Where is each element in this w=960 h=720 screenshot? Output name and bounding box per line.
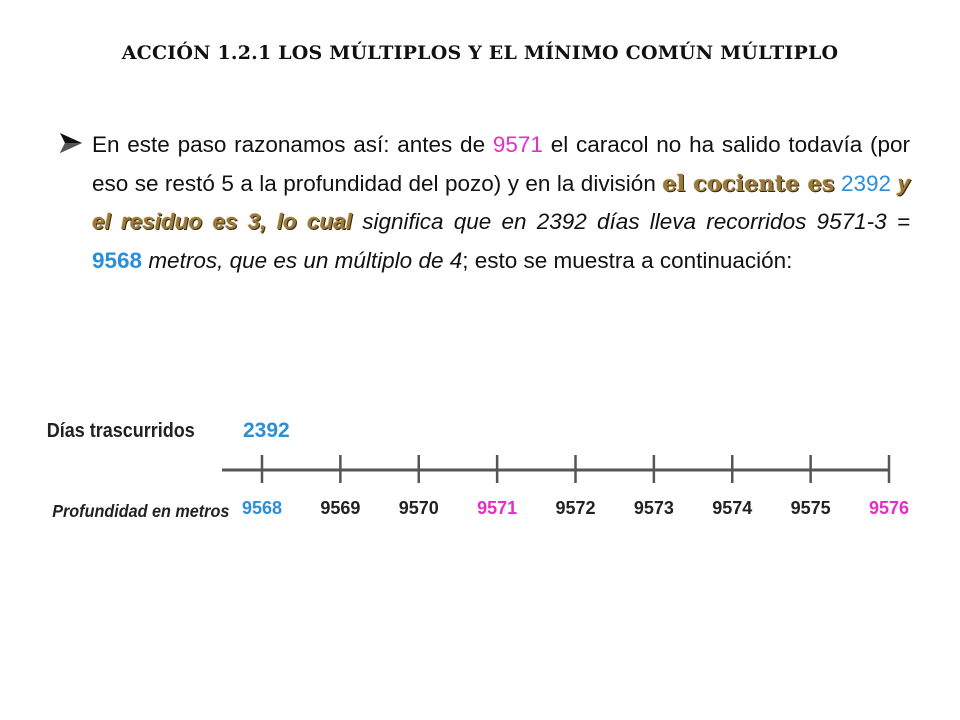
text-part: significa que en 2392 días lleva recorridos 9571-3 = (351, 209, 910, 234)
arrow-bullet-icon (58, 130, 84, 156)
depth-label: Profundidad en metros (52, 501, 230, 522)
number-2392: 2392 (840, 170, 892, 196)
ticks-group (242, 455, 909, 518)
text-part: metros, que es un múltiplo de 4 (142, 247, 463, 273)
explanation-paragraph (92, 126, 910, 280)
tick-label: 9574 (712, 498, 753, 518)
number-9571: 9571 (492, 132, 543, 157)
tick-label: 9568 (241, 498, 283, 518)
tick-label: 9573 (633, 498, 674, 518)
tick-label: 9571 (477, 498, 518, 518)
tick-label: 9569 (320, 498, 361, 518)
number-line-svg (0, 395, 960, 535)
emphasis-quotient: el cociente es (662, 170, 835, 197)
text-part: ; esto se muestra a continuación: (462, 247, 793, 273)
tick-label: 9576 (868, 498, 910, 518)
text-part: En este paso razonamos así: antes de (92, 132, 493, 157)
number-9568: 9568 (92, 247, 143, 273)
tick-label: 9575 (790, 498, 831, 518)
tick-label: 9570 (398, 498, 439, 518)
emphasis-remainder: y el residuo es 3, lo cual (92, 170, 910, 234)
text-part: el caracol no ha salido todavía (por eso se restó 5 a la profundidad del pozo) y en la división (92, 132, 911, 196)
days-label: Días trascurridos (46, 420, 195, 443)
days-value: 2392 (243, 419, 290, 442)
number-line-figure (0, 395, 960, 535)
page-title: ACCIÓN 1.2.1 LOS MÚLTIPLOS Y EL MÍNIMO COMÚN MÚLTIPLO (121, 42, 839, 64)
tick-label: 9572 (555, 498, 596, 518)
